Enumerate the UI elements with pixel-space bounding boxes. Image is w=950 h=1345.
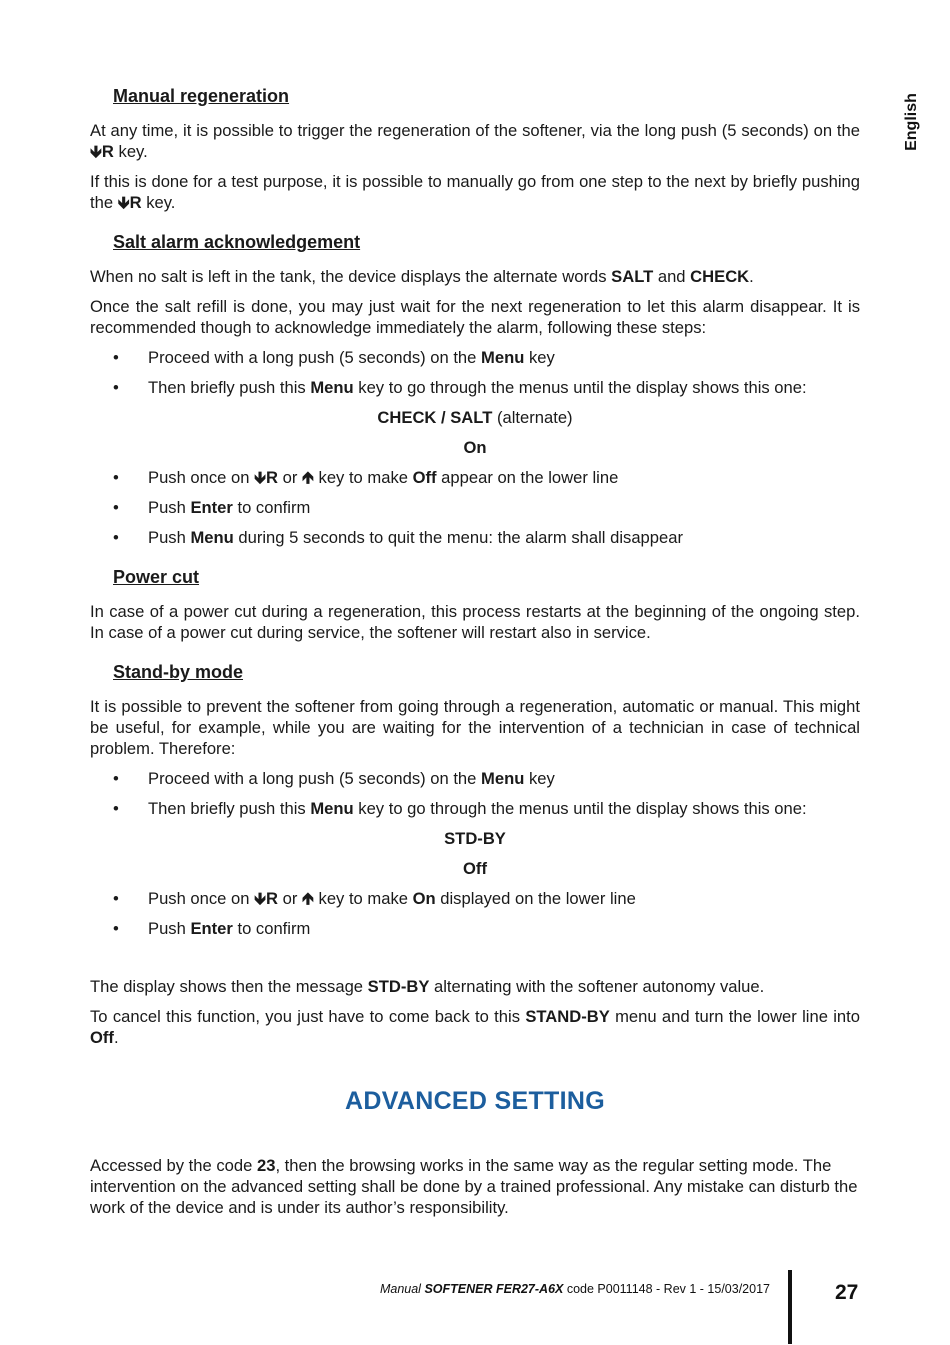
steps-list (90, 467, 860, 548)
down-r-key-icon: 🡻R (117, 193, 142, 212)
steps-list (90, 888, 860, 939)
down-r-key-icon: 🡻R (90, 142, 114, 161)
section-title-power-cut: Power cut (113, 567, 200, 587)
down-r-key-icon: 🡻R (254, 468, 278, 487)
paragraph: If this is done for a test purpose, it is possible to manually go from one step to the next by briefly pushing the 🡻R key. (90, 172, 860, 212)
paragraph: To cancel this function, you just have to come back to this STAND-BY menu and turn the lower line into Off. (90, 1007, 860, 1047)
display-line: CHECK / SALT (alternate) (377, 408, 573, 427)
up-arrow-key-icon: 🡹 (301, 468, 314, 487)
up-arrow-key-icon: 🡹 (301, 889, 314, 908)
paragraph: It is possible to prevent the softener from going through a regeneration, automatic or manual. This might be useful, for example, while you are waiting for the intervention of a technician in case of technical problem. Therefore: (90, 697, 860, 758)
display-line: Off (463, 859, 487, 878)
display-line: On (463, 438, 487, 457)
footer-doc-reference: Manual SOFTENER FER27-A6X code P0011148 - Rev 1 - 15/03/2017 (379, 1282, 770, 1296)
list-item: • Push once on 🡻R or 🡹 key to make Off appear on the lower line (90, 467, 860, 488)
section-title-salt-alarm: Salt alarm acknowledgement (113, 232, 361, 252)
paragraph: In case of a power cut during a regeneration, this process restarts at the beginning of the ongoing step. In case of a power cut during service, the softener will restart also in service. (90, 602, 860, 642)
steps-list (90, 347, 860, 398)
down-r-key-icon: 🡻R (254, 889, 278, 908)
footer-divider (788, 1270, 792, 1344)
list-item: • Then briefly push this Menu key to go through the menus until the display shows this one: (90, 798, 860, 819)
paragraph: The display shows then the message STD-BY alternating with the softener autonomy value. (90, 977, 765, 996)
paragraph: Accessed by the code 23, then the browsing works in the same way as the regular setting mode. The intervention on the advanced setting shall be done by a trained professional. Any mistake can disturb the work of the device and is under its author’s responsibility. (90, 1156, 858, 1217)
page-content (90, 84, 860, 1227)
display-line: STD-BY (444, 829, 506, 848)
list-item: • Proceed with a long push (5 seconds) on the Menu key (90, 347, 860, 368)
section-title-manual-regeneration: Manual regeneration (113, 86, 290, 106)
list-item: • Proceed with a long push (5 seconds) on the Menu key (90, 768, 860, 789)
language-tab: English (903, 93, 920, 151)
paragraph: Once the salt refill is done, you may just wait for the next regeneration to let this alarm disappear. It is recommended though to acknowledge immediately the alarm, following these steps: (90, 297, 860, 337)
list-item: • Push once on 🡻R or 🡹 key to make On displayed on the lower line (90, 888, 860, 909)
advanced-setting-title: ADVANCED SETTING (345, 1087, 605, 1115)
list-item: • Push Menu during 5 seconds to quit the menu: the alarm shall disappear (90, 527, 860, 548)
page-number: 27 (835, 1281, 859, 1304)
paragraph: When no salt is left in the tank, the device displays the alternate words SALT and CHECK. (90, 267, 754, 286)
steps-list (90, 768, 860, 819)
list-item: • Push Enter to confirm (90, 918, 860, 939)
paragraph: At any time, it is possible to trigger the regeneration of the softener, via the long push (5 seconds) on the 🡻R key. (90, 121, 860, 161)
list-item: • Push Enter to confirm (90, 497, 860, 518)
section-title-stand-by: Stand-by mode (113, 662, 244, 682)
list-item: • Then briefly push this Menu key to go through the menus until the display shows this one: (90, 377, 860, 398)
